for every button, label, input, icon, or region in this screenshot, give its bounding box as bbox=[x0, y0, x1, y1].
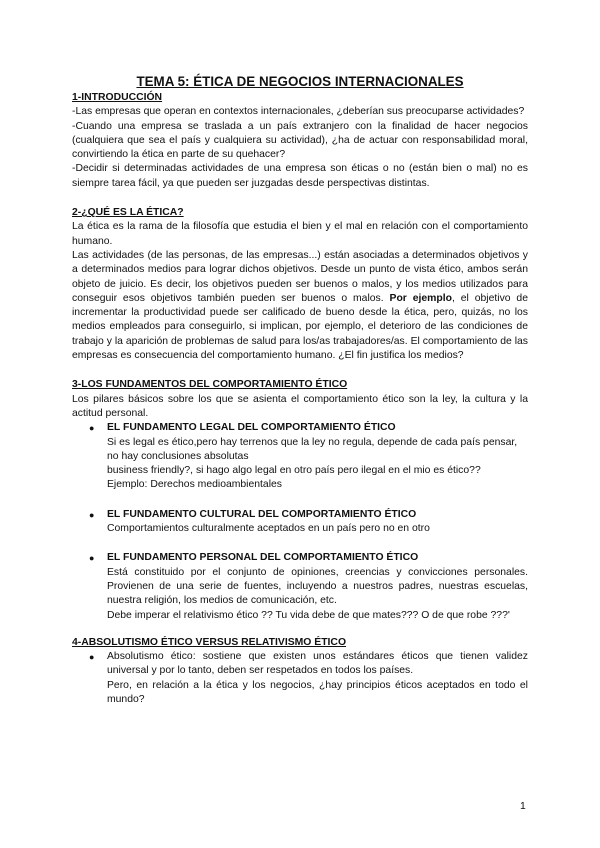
bullet-list bbox=[72, 650, 528, 707]
bullet-icon: ● bbox=[89, 652, 95, 663]
section-absolutismo bbox=[72, 636, 528, 707]
paragraph: -Las empresas que operan en contextos internacionales, ¿deberían sus preocuparse actividades? bbox=[72, 106, 525, 118]
section-introduccion bbox=[72, 91, 528, 191]
emphasis-text: Por ejemplo bbox=[389, 292, 452, 304]
section-heading: 1-INTRODUCCIÓN bbox=[72, 92, 163, 103]
list-item-text: Ejemplo: Derechos medioambientales bbox=[107, 479, 282, 491]
list-item-text: Pero, en relación a la ética y los negocios, ¿hay principios éticos aceptados en todo el mundo? bbox=[107, 679, 528, 705]
list-item-absolutismo bbox=[72, 650, 528, 707]
list-item-text: Comportamientos culturalmente aceptados en un país pero no en otro bbox=[107, 523, 430, 535]
paragraph: Los pilares básicos sobre los que se asienta el comportamiento ético son la ley, la cultura y la actitud personal. bbox=[72, 393, 528, 419]
bullet-icon: ● bbox=[89, 423, 95, 434]
list-item-text: Debe imperar el relativismo ético ?? Tu vida debe de que mates??? O de que robe ???' bbox=[107, 609, 510, 621]
page-number: 1 bbox=[520, 801, 526, 812]
paragraph: -Cuando una empresa se traslada a un país extranjero con la finalidad de hacer negocios (cualquiera que sea el país y cualquiera su actividad), ¿ha de actuar con responsabilidad moral, convirtiendo la ética en parte de su quehacer? bbox=[72, 120, 528, 161]
list-item-text: business friendly?, si hago algo legal en otro país pero ilegal en el mio es ético?? bbox=[107, 465, 481, 477]
list-item-text: Si es legal es ético,pero hay terrenos que la ley no regula, depende de cada país pensar, no hay conclusiones absolutas bbox=[107, 436, 518, 462]
bullet-icon: ● bbox=[89, 553, 95, 564]
list-item-title: EL FUNDAMENTO CULTURAL DEL COMPORTAMIENTO ÉTICO bbox=[107, 508, 417, 520]
paragraph: -Decidir si determinadas actividades de una empresa son éticas o no (están bien o mal) no es siempre tarea fácil, ya que pueden ser juzgadas desde perspectivas distintas. bbox=[72, 163, 528, 189]
list-item-text: Absolutismo ético: sostiene que existen unos estándares éticos que tienen validez universal y por lo tanto, deben ser respetados en todos los países. bbox=[107, 651, 528, 677]
paragraph-text: , el objetivo de incrementar la productividad puede ser calificado de bueno desde la ética, pero, quizás, no los medios empleados para conseguirlo, si implican, por ejemplo, el deterioro de las condiciones de trabajo y la aparición de problemas de salud para los/as trabajadores/as. El comportamiento de las empresas es consecuencia del comportamiento humano. ¿El fin justifica los medios? bbox=[72, 292, 528, 362]
list-item-title: EL FUNDAMENTO PERSONAL DEL COMPORTAMIENTO ÉTICO bbox=[107, 552, 419, 564]
bullet-icon: ● bbox=[89, 509, 95, 520]
list-item-title: EL FUNDAMENTO LEGAL DEL COMPORTAMIENTO ÉTICO bbox=[107, 422, 396, 434]
list-item-personal bbox=[72, 551, 528, 622]
section-heading: 2-¿QUÉ ES LA ÉTICA? bbox=[72, 207, 184, 219]
list-item-legal bbox=[72, 421, 528, 492]
paragraph-text: Las actividades (de las personas, de las empresas...) están asociadas a determinados objetivos y a determinados medios para lograr dichos objetivos. Desde un punto de vista ético, ambos serán objeto de juicio. Es decir, los objetivos pueden ser buenos o malos, y los medios utilizados para conseguir esos objetivos también pueden ser buenos o malos. bbox=[72, 249, 528, 304]
section-fundamentos bbox=[72, 378, 528, 622]
section-heading: 3-LOS FUNDAMENTOS DEL COMPORTAMIENTO ÉTICO bbox=[72, 379, 348, 391]
document-title: TEMA 5: ÉTICA DE NEGOCIOS INTERNACIONALES bbox=[136, 74, 464, 89]
bullet-list bbox=[72, 421, 528, 623]
list-item-text: Está constituido por el conjunto de opiniones, creencias y convicciones personales. Provienen de una serie de fuentes, incluyendo a nuestros padres, nuestras escuelas, nuestra religión, los medios de comunicación, etc. bbox=[107, 566, 528, 607]
paragraph bbox=[72, 249, 528, 363]
paragraph: La ética es la rama de la filosofía que estudia el bien y el mal en relación con el comportamiento humano. bbox=[72, 221, 528, 247]
section-heading: 4-ABSOLUTISMO ÉTICO VERSUS RELATIVISMO ÉTICO bbox=[72, 636, 347, 648]
section-que-es-la-etica bbox=[72, 206, 528, 363]
document-page bbox=[72, 73, 528, 707]
list-item-cultural bbox=[72, 508, 528, 537]
